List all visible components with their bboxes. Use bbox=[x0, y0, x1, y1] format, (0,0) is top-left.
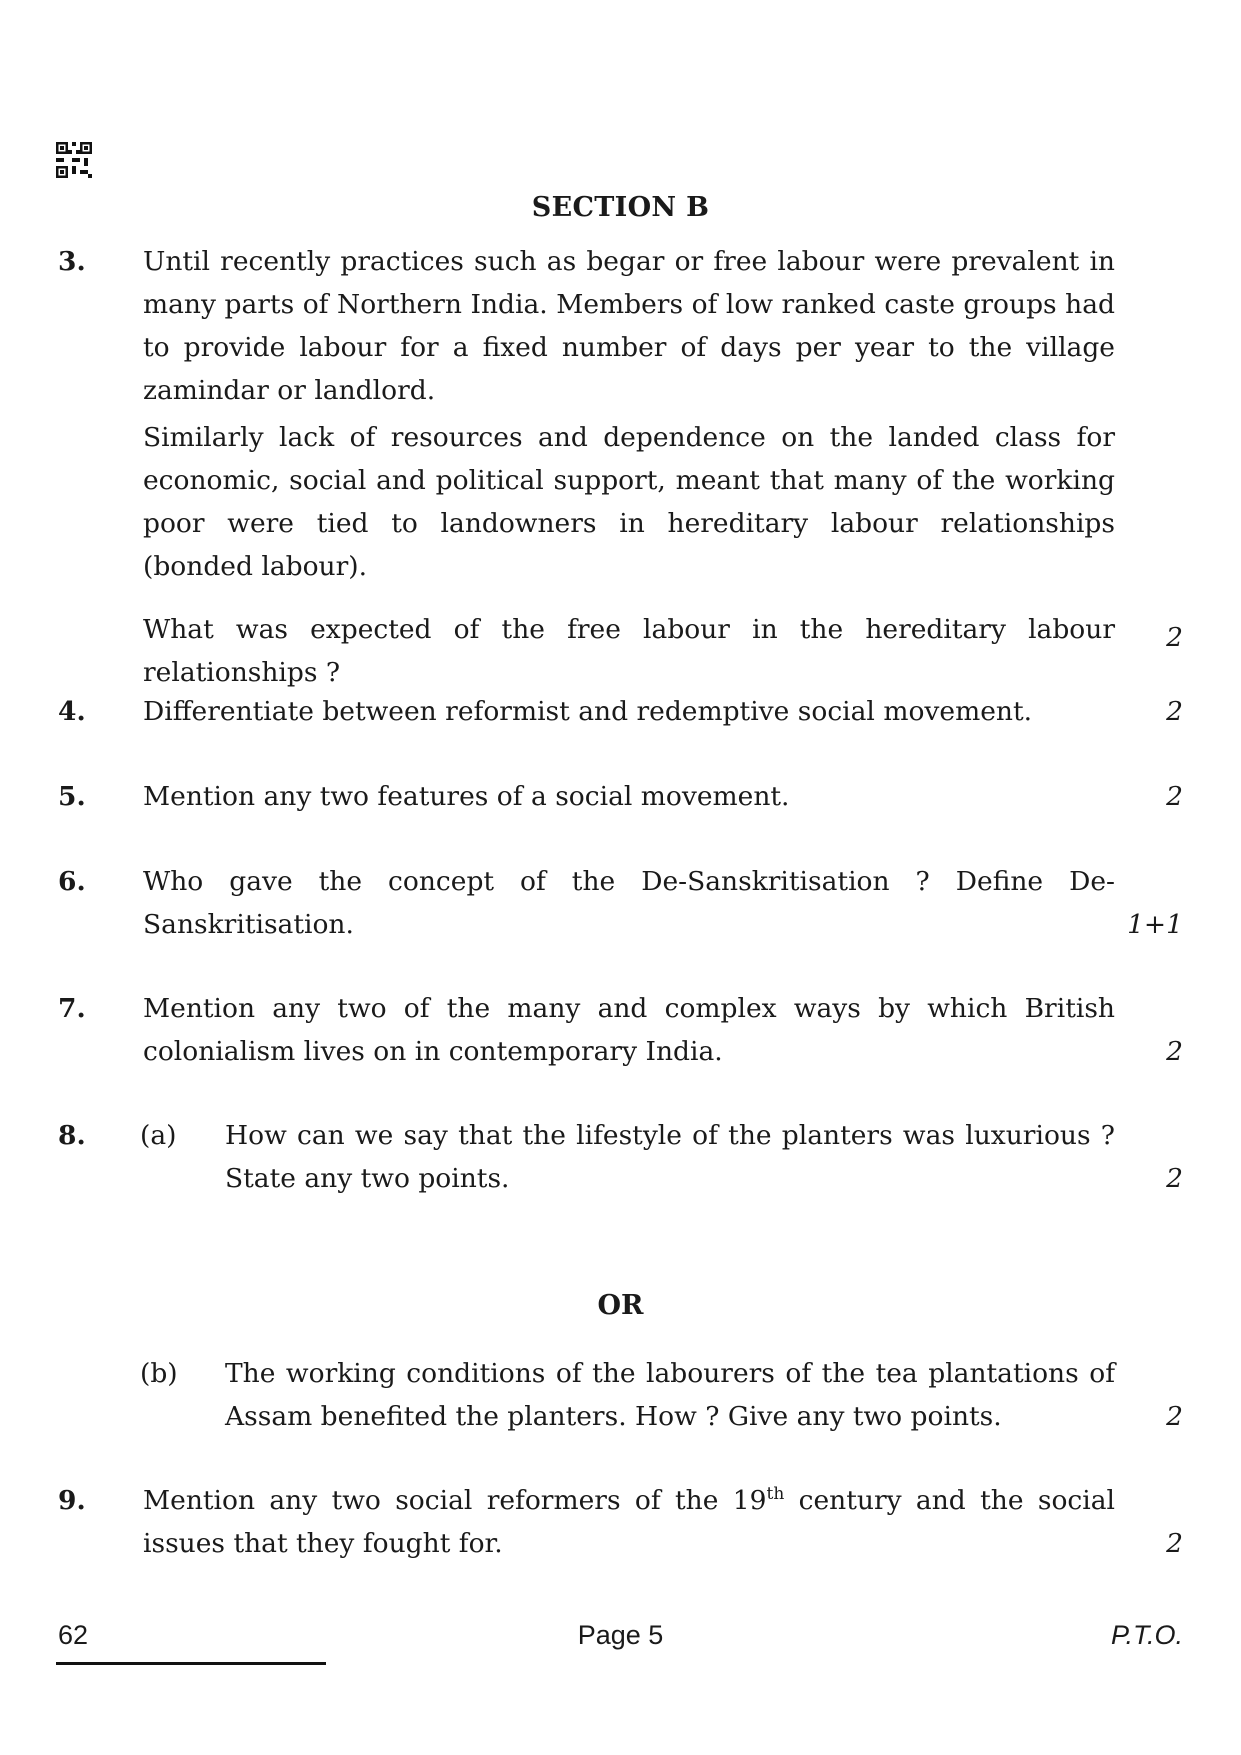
section-title: SECTION B bbox=[531, 192, 710, 223]
question-paragraph: Until recently practices such as begar or free labour were prevalent in many parts of Northern India. Members of low ranked caste groups had to provide labour for a fixed number of days per year to the village zamindar or landlord. bbox=[143, 246, 1115, 406]
superscript: th bbox=[766, 1484, 785, 1505]
marks: 2 bbox=[1166, 781, 1183, 812]
qr-code-icon bbox=[56, 142, 92, 178]
question-text: Mention any two features of a social movement. bbox=[143, 781, 790, 812]
question-paragraph: Similarly lack of resources and dependence on the landed class for economic, social and political support, meant that many of the working poor were tied to landowners in hereditary labour relationships (bonded labour). bbox=[143, 422, 1115, 582]
option-a-text: How can we say that the lifestyle of the planters was luxurious ? State any two points. bbox=[225, 1120, 1115, 1194]
marks: 2 bbox=[1166, 622, 1183, 653]
question-text-part: Mention any two social reformers of the 19 bbox=[143, 1485, 767, 1516]
paper-code: 62 bbox=[58, 1620, 89, 1650]
page-number: Page 5 bbox=[577, 1620, 664, 1650]
question-number: 5. bbox=[58, 781, 86, 812]
question-text-part: century and the social issues that they fought for. bbox=[143, 1485, 1116, 1559]
marks: 2 bbox=[1166, 1163, 1183, 1194]
option-a-label: (a) bbox=[140, 1120, 177, 1151]
question-text bbox=[143, 1479, 1115, 1565]
option-b-text: The working conditions of the labourers of the tea plantations of Assam benefited the planters. How ? Give any two points. bbox=[225, 1358, 1115, 1432]
question-prompt: What was expected of the free labour in the hereditary labour relationships ? bbox=[143, 614, 1115, 688]
question-text: Differentiate between reformist and redemptive social movement. bbox=[143, 696, 1033, 727]
marks: 2 bbox=[1166, 696, 1183, 727]
question-number: 8. bbox=[58, 1120, 86, 1151]
option-b-label: (b) bbox=[140, 1358, 178, 1389]
marks: 1+1 bbox=[1127, 909, 1183, 940]
question-text: Mention any two of the many and complex ways by which British colonialism lives on in contemporary India. bbox=[143, 993, 1115, 1067]
question-number: 6. bbox=[58, 866, 86, 897]
question-text: Who gave the concept of the De-Sanskritisation ? Define De-Sanskritisation. bbox=[143, 866, 1115, 940]
marks: 2 bbox=[1166, 1036, 1183, 1067]
question-number: 9. bbox=[58, 1485, 86, 1516]
marks: 2 bbox=[1166, 1528, 1183, 1559]
question-body bbox=[143, 240, 1115, 694]
question-number: 4. bbox=[58, 696, 86, 727]
question-number: 7. bbox=[58, 993, 86, 1024]
marks: 2 bbox=[1166, 1401, 1183, 1432]
question-number: 3. bbox=[58, 246, 86, 277]
pto-label: P.T.O. bbox=[1110, 1620, 1183, 1650]
footer-rule bbox=[56, 1662, 326, 1665]
or-separator: OR bbox=[597, 1290, 644, 1321]
